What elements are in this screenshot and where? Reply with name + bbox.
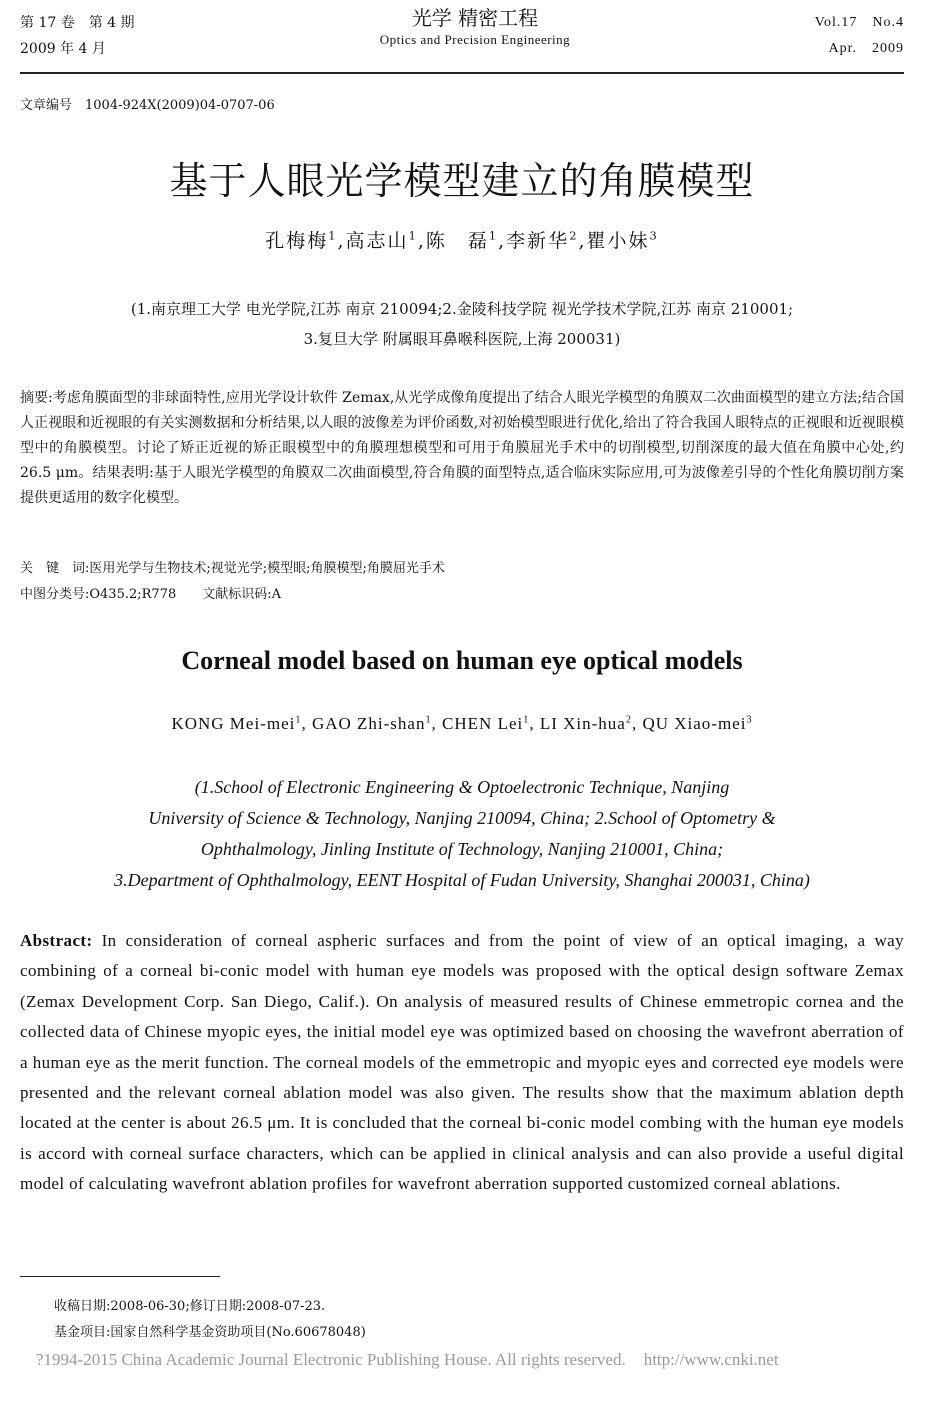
volume-en: Vol.17 No.4 <box>814 15 904 30</box>
author-cn: 陈 磊 <box>425 230 489 252</box>
author-en: LI Xin-hua <box>539 714 626 733</box>
title-en: Corneal model based on human eye optical models <box>181 646 743 675</box>
journal-name-en: Optics and Precision Engineering <box>379 32 571 47</box>
author-cn: 孔梅梅 <box>265 230 329 252</box>
footnotes <box>54 1294 366 1346</box>
date-cn: 2009 年 4 月 <box>20 41 106 57</box>
affiliation-en-line: 3.Department of Ophthalmology, EENT Hospital of Fudan University, Shanghai 200031, China) <box>114 870 810 890</box>
author-aff: 1 <box>328 228 338 243</box>
author-aff: 3 <box>746 714 753 726</box>
author-aff: 1 <box>488 228 499 243</box>
author-cn: 高志山 <box>345 230 409 252</box>
author-en: KONG Mei-mei <box>171 714 296 733</box>
author-en: CHEN Lei <box>442 714 524 733</box>
copyright-notice <box>36 1350 779 1370</box>
affiliation-cn-line: 3.复旦大学 附属眼耳鼻喉科医院,上海 200031) <box>303 330 621 348</box>
authors-cn: 孔梅梅$^1$,高志山$^1$,陈 磊$^1$,李新华$^2$,瞿小妹$^3$ <box>265 228 659 252</box>
affiliation-en-line: Ophthalmology, Jinling Institute of Technology, Nanjing 210001, China; <box>200 839 724 859</box>
header-right <box>815 10 904 62</box>
author-en: GAO Zhi-shan <box>311 714 426 733</box>
cnki-link[interactable]: http://www.cnki.net <box>643 1350 779 1369</box>
fund-project: 基金项目:国家自然科学基金资助项目(No.60678048) <box>54 1325 366 1340</box>
header-rule <box>20 72 904 74</box>
affiliation-en-line: University of Science & Technology, Nanjing 210094, China; 2.School of Optometry & <box>148 808 776 828</box>
keywords-cn: 关 键 词:医用光学与生物技术;视觉光学;模型眼;角膜模型;角膜屈光手术 <box>20 561 445 576</box>
article-number: 文章编号 1004-924X(2009)04-0707-06 <box>20 98 275 113</box>
abstract-en <box>20 926 904 1200</box>
affiliation-cn-line: (1.南京理工大学 电光学院,江苏 南京 210094;2.金陵科技学院 视光学技术学院,江苏 南京 210001; <box>130 300 794 318</box>
journal-name-cn: 光学 精密工程 <box>411 6 539 30</box>
title-cn: 基于人眼光学模型建立的角膜模型 <box>169 159 755 203</box>
keywords-block <box>20 556 904 608</box>
received-date: 收稿日期:2008-06-30;修订日期:2008-07-23. <box>54 1299 326 1314</box>
footnote-rule <box>20 1276 220 1277</box>
journal-name <box>0 6 950 50</box>
authors-en: KONG Mei-mei$^1$, GAO Zhi-shan$^1$, CHEN Lei$^1$, LI Xin-hua$^2$, QU Xiao-mei$^3$ <box>171 714 753 733</box>
affiliation-cn <box>20 294 904 354</box>
affiliation-en <box>20 772 904 896</box>
author-aff: 1 <box>425 714 432 726</box>
author-en: QU Xiao-mei <box>642 714 747 733</box>
abstract-text: In consideration of corneal aspheric surfaces and from the point of view of an optical imaging, a way combining of a corneal bi-conic model with human eye models was proposed with the optical design software Zemax (Zemax Development Corp. San Diego, Calif.). On analysis of measured results of Chinese emmetropic cornea and the collected data of Chinese myopic eyes, the initial model eye was optimized based on choosing the wavefront aberration of a human eye as the merit function. The corneal models of the emmetropic and myopic eyes and corrected eye models were presented and the relevant corneal ablation model was also given. The results show that the maximum ablation depth located at the center is about 26.5 μm. It is concluded that the corneal bi-conic model combing with the human eye models is accord with corneal surface characters, which can be applied in clinical analysis and can also provide a useful digital model of calculating wavefront ablation profiles for wavefront aberration supported customized corneal ablations. <box>20 931 904 1194</box>
author-aff: 1 <box>408 228 418 243</box>
abstract-cn: 摘要:考虑角膜面型的非球面特性,应用光学设计软件 Zemax,从光学成像角度提出了结合人眼光学模型的角膜双二次曲面模型的建立方法;结合国人正视眼和近视眼的有关实测数据和分析结果,以人眼的波像差为评价函数,对初始模型眼进行优化,给出了符合我国人眼特点的正视眼和近视眼模型中的角膜模型。讨论了矫正近视的矫正眼模型中的角膜理想模型和可用于角膜屈光手术中的切削模型,切削深度的最大值在角膜中心处,约 26.5 μm。结果表明:基于人眼光学模型的角膜双二次曲面模型,符合角膜的面型特点,适合临床实际应用,可为波像差引导的个性化角膜切削方案提供更适用的数字化模型。 <box>20 390 904 506</box>
author-aff: 1 <box>295 714 302 726</box>
author-aff: 1 <box>523 714 530 726</box>
abstract-label: Abstract: <box>20 931 93 950</box>
author-cn: 李新华 <box>506 230 570 252</box>
author-aff: 3 <box>649 228 659 243</box>
copyright-text: ?1994-2015 China Academic Journal Electronic Publishing House. All rights reserved. <box>36 1350 626 1369</box>
affiliation-en-line: (1.School of Electronic Engineering & Optoelectronic Technique, Nanjing <box>194 777 730 797</box>
classification: 中图分类号:O435.2;R778 文献标识码:A <box>20 587 282 602</box>
author-aff: 2 <box>569 228 579 243</box>
date-en: Apr. 2009 <box>828 41 904 56</box>
author-aff: 2 <box>625 714 632 726</box>
volume-issue: 第 17 卷 第 4 期 <box>20 15 135 31</box>
author-cn: 瞿小妹 <box>586 230 650 252</box>
